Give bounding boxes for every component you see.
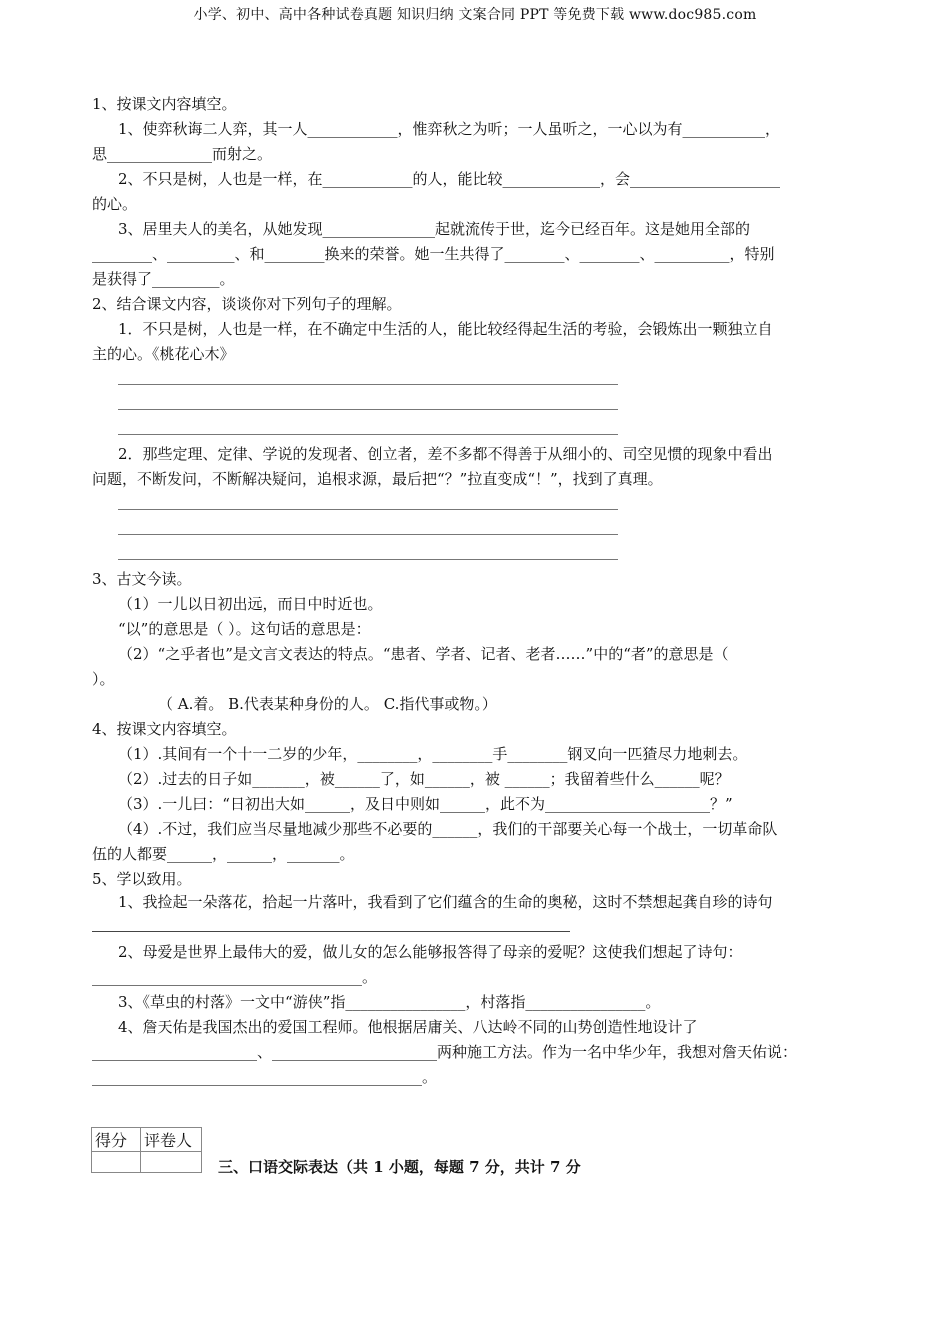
q3-title: 3、古文今读。 (92, 570, 192, 588)
q4-line: （4）.不过，我们应当尽量地减少那些不必要的______，我们的干部要关心每一个战士，一切革命队 (118, 820, 778, 838)
q5-line: 4、詹天佑是我国杰出的爱国工程师。他根据居庸关、八达岭不同的山势创造性地设计了 (118, 1018, 698, 1036)
page-header: 小学、初中、高中各种试卷真题 知识归纳 文案合同 PPT 等免费下载 www.doc985.com (193, 7, 757, 23)
grader-cell[interactable] (141, 1152, 202, 1173)
q3-line: （1）一儿以日初出远，而日中时近也。 (118, 595, 383, 613)
q4-title: 4、按课文内容填空。 (92, 720, 237, 738)
q4-line: 伍的人都要______，______，_______。 (92, 845, 355, 863)
q1-line: 是获得了_________。 (92, 270, 235, 288)
q1-line: 2、不只是树，人也是一样，在____________的人，能比较_____________，会____________________ (118, 170, 781, 188)
q3-line: ）。 (92, 670, 115, 688)
q4-line: （3）.一儿曰：“日初出大如______，及日中则如______，此不为______________________？” (118, 795, 733, 813)
answer-line[interactable] (118, 534, 618, 535)
q2-sentence: 问题，不断发问，不断解决疑问，追根求源，最后把“？”拉直变成“！”，找到了真理。 (92, 470, 663, 488)
q4-line: （2）.过去的日子如_______，被______了，如______，被 ______；我留着些什么______呢？ (118, 770, 730, 788)
q4-line: （1）.其间有一个十一二岁的少年，________，________手________钢叉向一匹猹尽力地刺去。 (118, 745, 748, 763)
section-title: 三、口语交际表达（共 1 小题，每题 7 分，共计 7 分 (218, 1158, 581, 1176)
q2-sentence: 主的心。《桃花心木》 (92, 345, 235, 363)
q3-line: “以”的意思是（ ）。这句话的意思是： (118, 620, 371, 638)
answer-line[interactable] (118, 559, 618, 560)
score-table (91, 1127, 202, 1173)
q3-options: （ A.着。 B.代表某种身份的人。 C.指代事或物。） (158, 695, 497, 713)
score-header: 得分 (92, 1128, 141, 1152)
q2-sentence: 2．那些定理、定律、学说的发现者、创立者，差不多都不得善于从细小的、司空见惯的现象中看出 (118, 445, 773, 463)
q1-line: 1、使弈秋诲二人弈，其一人____________，惟弈秋之为听；一人虽听之，一心以为有___________， (118, 120, 781, 138)
q5-line: ______________________、______________________两种施工方法。作为一名中华少年，我想对詹天佑说： (92, 1043, 798, 1061)
q5-title: 5、学以致用。 (92, 870, 192, 888)
q1-line: 3、居里夫人的美名，从她发现_______________起就流传于世，迄今已经百年。这是她用全部的 (118, 220, 751, 238)
q5-line: 1、我捡起一朵落花，拾起一片落叶，我看到了它们蕴含的生命的奥秘，这时不禁想起龚自珍的诗句 (118, 893, 773, 911)
q5-line: ____________________________________________。 (92, 1068, 438, 1086)
answer-line[interactable] (118, 434, 618, 435)
grader-header: 评卷人 (141, 1128, 202, 1152)
q2-sentence: 1．不只是树，人也是一样，在不确定中生活的人，能比较经得起生活的考验，会锻炼出一颗独立自 (118, 320, 773, 338)
score-cell[interactable] (92, 1152, 141, 1173)
q1-line: 思______________而射之。 (92, 145, 273, 163)
q1-line: ________、_________、和________换来的荣誉。她一生共得了________、________、__________，特别 (92, 245, 775, 263)
answer-line[interactable] (118, 409, 618, 410)
q1-line: 的心。 (92, 195, 138, 213)
answer-line[interactable] (92, 931, 570, 932)
q2-title: 2、结合课文内容，谈谈你对下列句子的理解。 (92, 295, 402, 313)
q5-line: 2、母爱是世界上最伟大的爱，做儿女的怎么能够报答得了母亲的爱呢？这使我们想起了诗句： (118, 943, 743, 961)
answer-line[interactable] (118, 509, 618, 510)
answer-line[interactable] (118, 384, 618, 385)
q1-title: 1、按课文内容填空。 (92, 95, 237, 113)
q3-line: （2）“之乎者也”是文言文表达的特点。“患者、学者、记者、老者……”中的“者”的意思是（ (118, 645, 729, 663)
q5-line: 3、《草虫的村落》一文中“游侠”指________________，村落指________________。 (118, 993, 661, 1011)
q5-line: ____________________________________。 (92, 968, 378, 986)
